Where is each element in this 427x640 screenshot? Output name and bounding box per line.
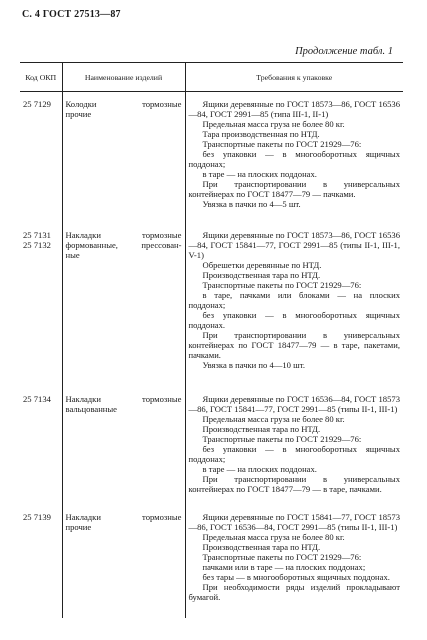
table-row	[20, 512, 403, 618]
requirement-paragraph: Ящики деревянные по ГОСТ 18573—86, ГОСТ 16536—84, ГОСТ 2991—85 (типа III-1, II-1)	[188, 99, 400, 119]
requirement-paragraph: Предельная масса груза не более 80 кг.	[202, 414, 345, 425]
requirements-cell	[185, 230, 403, 395]
requirement-paragraph: Ящики деревянные по ГОСТ 18573—86, ГОСТ 16536—84, ГОСТ 15841—77, ГОСТ 2991—85 (типы II-1, III-1, V-1)	[188, 229, 400, 260]
product-code: 25 7129	[23, 99, 51, 109]
requirement-paragraph: Предельная масса груза не более 80 кг.	[202, 532, 345, 543]
product-name-line: формованные, прессован-	[65, 239, 182, 250]
product-name-cell	[62, 92, 185, 230]
requirement-paragraph: Увязка в пачки по 4—5 шт.	[202, 199, 301, 209]
table-row	[20, 230, 403, 395]
requirement-paragraph: При необходимости ряды изделий прокладывают бумагой.	[188, 582, 400, 603]
product-code-cell	[20, 394, 62, 512]
requirement-paragraph: в таре — на плоских поддонах.	[202, 464, 317, 475]
product-name-cell	[62, 512, 185, 618]
requirements-cell	[185, 92, 403, 230]
requirement-paragraph: Производственная тара по НТД.	[202, 424, 321, 435]
requirement-paragraph: Тара производственная по НТД.	[202, 129, 320, 139]
requirement-paragraph: Предельная масса груза не более 80 кг.	[202, 119, 345, 129]
requirement-paragraph: Транспортные пакеты по ГОСТ 21929—76:	[202, 139, 362, 149]
requirement-paragraph: При транспортировании в универсальных контейнерах по ГОСТ 18477—79 — в таре, пачками.	[188, 474, 400, 495]
table-continuation-label: Продолжение табл. 1	[295, 46, 393, 57]
requirement-paragraph: в таре — на плоских поддонах.	[202, 169, 317, 179]
product-code-cell	[20, 230, 62, 395]
product-code: 25 7139	[23, 512, 51, 523]
header-product-name: Наименование изделий	[62, 63, 185, 92]
table-row	[20, 394, 403, 512]
requirement-paragraph: Увязка в пачки по 4—10 шт.	[202, 359, 305, 370]
requirement-paragraph: без упаковки — в многооборотных ящичных поддонах.	[188, 309, 400, 330]
product-name-line: Накладки тормозные	[65, 512, 182, 523]
product-code: 25 7134	[23, 394, 51, 405]
product-name-line: вальцованные	[65, 404, 117, 415]
requirement-paragraph: Транспортные пакеты по ГОСТ 21929—76:	[202, 279, 362, 290]
table-body	[20, 92, 403, 619]
requirement-paragraph: Обрешетки деревянные по НТД.	[202, 259, 322, 270]
product-name-line: Накладки тормозные	[65, 394, 182, 405]
requirement-paragraph: без упаковки — в многооборотных ящичных поддонах;	[188, 444, 400, 465]
product-code-cell	[20, 512, 62, 618]
header-code: Код ОКП	[20, 63, 62, 92]
requirement-paragraph: в таре, пачками или блоками — на плоских поддонах;	[188, 289, 400, 310]
requirements-cell	[185, 394, 403, 512]
requirement-paragraph: без упаковки — в многооборотных ящичных поддонах;	[188, 149, 400, 169]
packaging-requirements-table	[20, 62, 403, 618]
product-name-line: прочие	[65, 522, 92, 533]
product-code-cell	[20, 92, 62, 230]
requirements-cell	[185, 512, 403, 618]
product-name-cell	[62, 230, 185, 395]
product-name-line: Колодки тормозные	[65, 99, 182, 109]
requirement-paragraph: Ящики деревянные по ГОСТ 15841—77, ГОСТ 18573—86, ГОСТ 16536—84, ГОСТ 2991—85 (типы II-1, III-1)	[188, 512, 400, 533]
page-header: С. 4 ГОСТ 27513—87	[22, 9, 121, 20]
product-code: 25 7131	[23, 229, 51, 240]
requirement-paragraph: При транспортировании в универсальных контейнерах по ГОСТ 18477—79 — в таре, пакетами, пачками.	[188, 329, 400, 360]
requirement-paragraph: без тары — в многооборотных ящичных поддонах.	[202, 572, 390, 583]
requirement-paragraph: Транспортные пакеты по ГОСТ 21929—76:	[202, 434, 362, 445]
header-packaging-requirements: Требования к упаковке	[185, 63, 403, 92]
product-name-line: прочие	[65, 109, 92, 119]
table-row	[20, 92, 403, 230]
requirement-paragraph: Ящики деревянные по ГОСТ 16536—84, ГОСТ 18573—86, ГОСТ 15841—77, ГОСТ 2991—85 (типы II-1, III-1)	[188, 394, 400, 415]
requirement-paragraph: При транспортировании в универсальных контейнерах по ГОСТ 18477—79 — пачками.	[188, 179, 400, 199]
product-name-line: ные	[65, 249, 80, 260]
table-header-row	[20, 63, 403, 92]
product-name-cell	[62, 394, 185, 512]
product-name-line: Накладки тормозные	[65, 229, 182, 240]
requirement-paragraph: Производственная тара по НТД.	[202, 269, 321, 280]
requirement-paragraph: Производственная тара по НТД.	[202, 542, 321, 553]
requirement-paragraph: Транспортные пакеты по ГОСТ 21929—76:	[202, 552, 362, 563]
product-code: 25 7132	[23, 239, 51, 250]
requirement-paragraph: пачками или в таре — на плоских поддонах;	[202, 562, 366, 573]
